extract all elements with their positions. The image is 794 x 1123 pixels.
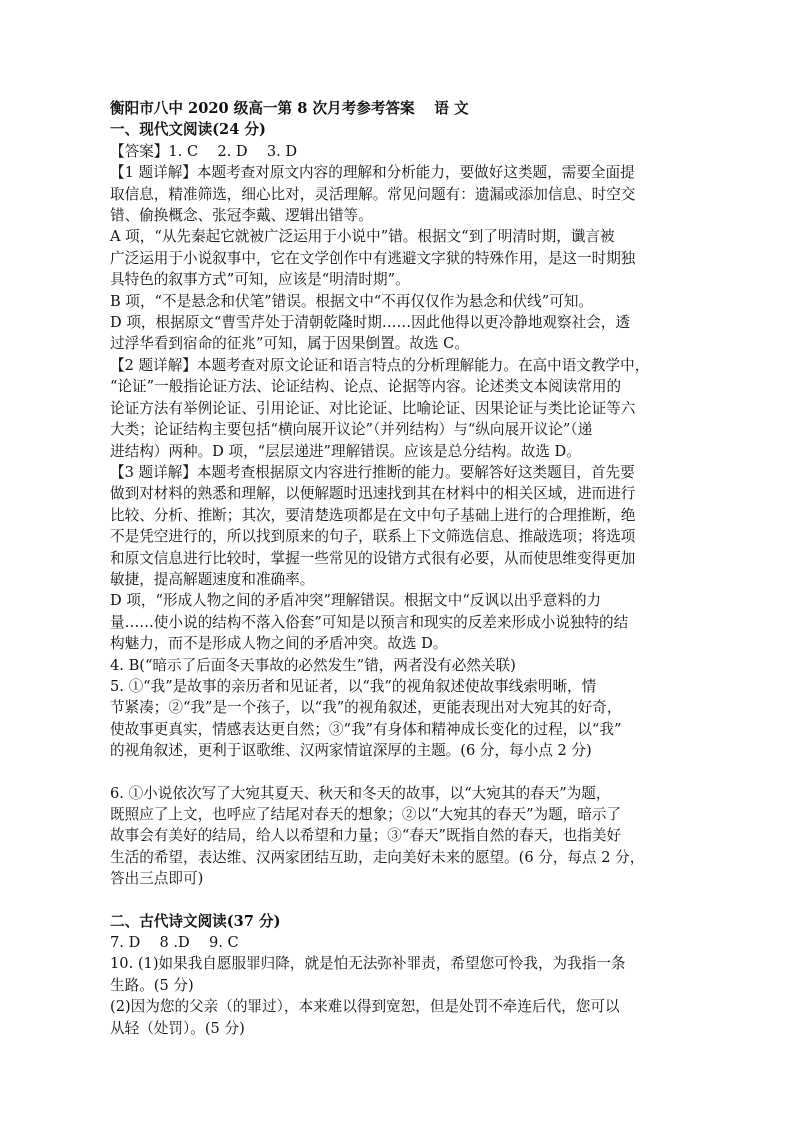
- answer-line: 比较、分析、推断；其次，要清楚选项都是在文中句子基础上进行的合理推断，绝: [110, 506, 636, 524]
- answer-line: 错、偷换概念、张冠李戴、逻辑出错等。: [110, 207, 373, 225]
- answer-line: 7. D 8 .D 9. C: [110, 934, 239, 952]
- spacer: [110, 890, 700, 911]
- document-title: 衡阳市八中 2020 级高一第 8 次月考参考答案 语 文: [110, 100, 469, 117]
- answer-line: 做到对材料的熟悉和理解，以便解题时迅速找到其在材料中的相关区域，进而进行: [110, 485, 636, 503]
- answer-line: 论证方法有举例论证、引用论证、对比论证、比喻论证、因果论证与类比论证等六: [110, 399, 636, 417]
- answer-line: D 项，“形成人物之间的矛盾冲突”理解错误。根据文中“反讽以出乎意料的力: [110, 592, 602, 610]
- section-1-heading: 一、现代文阅读(24 分): [110, 121, 266, 139]
- answer-line: “论证”一般指论证方法、论证结构、论点、论据等内容。论述类文本阅读常用的: [110, 378, 622, 396]
- answer-document: [110, 98, 700, 1039]
- answer-line: 6. ①小说依次写了大宛其夏天、秋天和冬天的故事，以“大宛其的春天”为题，: [110, 784, 611, 802]
- section-2-heading: 二、古代诗文阅读(37 分): [110, 912, 281, 930]
- answer-line: 敏捷，提高解题速度和准确率。: [110, 570, 315, 588]
- question-6-answer: [110, 783, 700, 890]
- answer-line: 生活的希望，表达维、汉两家团结互助，走向美好未来的愿望。(6 分，每点 2 分，: [110, 848, 645, 866]
- answer-line: (2)因为您的父亲（的罪过），本来难以得到宽恕，但是处罚不牵连后代，您可以: [110, 998, 620, 1016]
- answer-line: 使故事更真实，情感表达更自然；③“我”有身体和精神成长变化的过程，以“我”: [110, 720, 622, 738]
- answer-line: 从轻（处罚）。(5 分): [110, 1019, 245, 1037]
- answer-line: 4. B(“暗示了后面冬天事故的必然发生”错，两者没有必然关联): [110, 656, 516, 674]
- answer-line: B 项，“不是悬念和伏笔”错误。根据文中“不再仅仅作为悬念和伏线”可知。: [110, 292, 594, 310]
- answer-line: D 项，根据原文“曹雪芹处于清朝乾隆时期……因此他得以更冷静地观察社会，透: [110, 314, 630, 332]
- answer-line: 【2 题详解】本题考查对原文论证和语言特点的分析理解能力。在高中语文教学中，: [110, 356, 650, 374]
- answer-line: 广泛运用于小说叙事中，它在文学创作中有逃避文字狱的特殊作用，是这一时期独: [110, 249, 636, 267]
- answer-line: A 项，“从先秦起它就被广泛运用于小说中”错。根据文“到了明清时期，谶言被: [110, 228, 615, 246]
- section-2-body: [110, 932, 700, 1039]
- answer-line: 具特色的叙事方式”可知，应该是“明清时期”。: [110, 271, 410, 289]
- answer-line: 既照应了上文，也呼应了结尾对春天的想象；②以“大宛其的春天”为题，暗示了: [110, 806, 622, 823]
- answer-line: 不是凭空进行的，所以找到原来的句子，联系上下文筛选信息、推敲选项；将选项: [110, 528, 636, 546]
- section-1-body: [110, 141, 700, 762]
- answer-line: 进结构）两种。D 项，“层层递进”理解错误。应该是总分结构。故选 D。: [110, 442, 581, 460]
- answer-line: 【3 题详解】本题考查根据原文内容进行推断的能力。要解答好这类题目，首先要: [110, 463, 635, 481]
- answer-line: 过浮华看到宿命的征兆”可知，属于因果倒置。故选 C。: [110, 335, 469, 353]
- answer-line: 10. (1)如果我自愿服罪归降，就是怕无法弥补罪责，希望您可怜我，为我指一条: [110, 955, 626, 973]
- answer-line: 大类；论证结构主要包括“横向展开议论”（并列结构）与“纵向展开议论”（递: [110, 421, 593, 439]
- answer-line: 节紧凑；②“我”是一个孩子，以“我”的视角叙述，更能表现出对大宛其的好奇，: [110, 699, 622, 717]
- answer-line: 的视角叙述，更利于讴歌维、汉两家情谊深厚的主题。(6 分，每小点 2 分): [110, 742, 592, 760]
- answer-line: 【1 题详解】本题考查对原文内容的理解和分析能力，要做好这类题，需要全面提: [110, 164, 635, 182]
- answer-line: 答出三点即可): [110, 870, 204, 888]
- answer-line: 量……使小说的结构不落入俗套”可知是以预言和现实的反差来形成小说独特的结: [110, 613, 629, 631]
- answer-line: 故事会有美好的结局，给人以希望和力量；③“春天”既指自然的春天，也指美好: [110, 827, 622, 845]
- spacer: [110, 762, 700, 783]
- answer-line: 取信息，精准筛选，细心比对，灵活理解。常见问题有：遗漏或添加信息、时空交: [110, 185, 636, 203]
- answer-line: 和原文信息进行比较时，掌握一些常见的设错方式很有必要，从而使思维变得更加: [110, 549, 636, 567]
- answer-line: 构魅力，而不是形成人物之间的矛盾冲突。故选 D。: [110, 635, 448, 653]
- answer-line: 【答案】1. C 2. D 3. D: [110, 142, 298, 160]
- answer-line: 生路。(5 分): [110, 976, 194, 994]
- answer-line: 5. ①“我”是故事的亲历者和见证者，以“我”的视角叙述使故事线索明晰，情: [110, 677, 597, 695]
